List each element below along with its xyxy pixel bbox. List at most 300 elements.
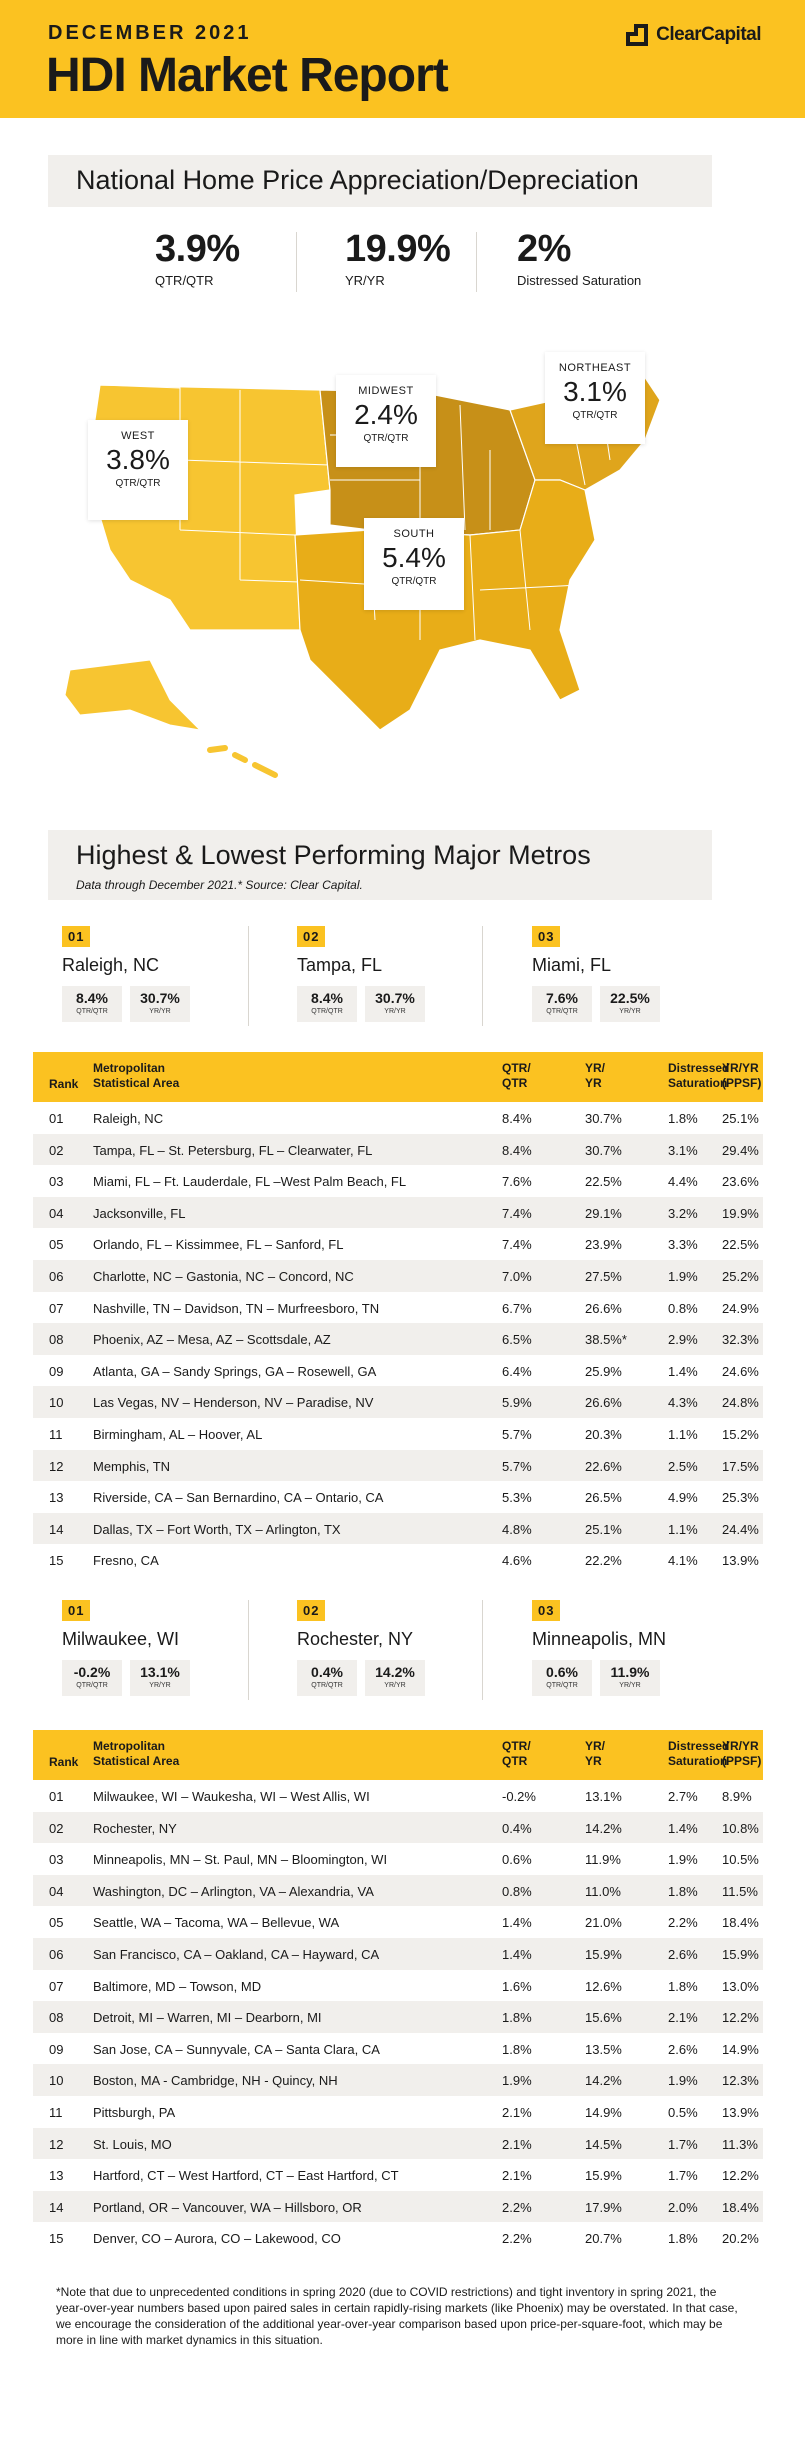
metro-name-cell: Minneapolis, MN – St. Paul, MN – Bloomington, WI [93, 1852, 388, 1868]
rank-cell: 06 [49, 1268, 64, 1284]
distressed-cell: 1.9% [668, 1268, 698, 1284]
metro-name-cell: Rochester, NY [93, 1820, 177, 1836]
ppsf-cell: 18.4% [722, 2199, 759, 2215]
ppsf-cell: 10.5% [722, 1852, 759, 1868]
rank-cell: 07 [49, 1300, 64, 1316]
metro-name-cell: Riverside, CA – San Bernardino, CA – Ontario, CA [93, 1490, 384, 1506]
header-qtr-line2: QTR [502, 1076, 528, 1090]
yr-cell: 14.9% [585, 2104, 622, 2120]
rank-cell: 10 [49, 1395, 64, 1411]
distressed-cell: 1.8% [668, 1111, 698, 1126]
rank-cell: 11 [49, 1426, 63, 1442]
distressed-cell: 4.4% [668, 1174, 698, 1190]
metro-name-cell: Denver, CO – Aurora, CO – Lakewood, CO [93, 2231, 341, 2247]
rank-cell: 11 [49, 2104, 63, 2120]
west-region-label: QTR/QTR [115, 478, 161, 489]
ppsf-cell: 13.0% [722, 1978, 759, 1994]
yr-stat: 22.5% YR/YR [600, 986, 660, 1022]
lowest-top3-card-1 [62, 1600, 292, 1710]
header-dist-line1: Distressed [668, 1061, 730, 1075]
yr-cell: 22.5% [585, 1174, 622, 1190]
header-yr-line1: YR/ [585, 1061, 606, 1075]
yr-cell: 14.5% [585, 2136, 622, 2152]
header-dist-line2: Saturation [668, 1754, 728, 1768]
card-divider [248, 1600, 249, 1700]
national-distressed-value: 2% [517, 228, 571, 270]
qtr-cell: -0.2% [502, 1789, 536, 1804]
ppsf-cell: 24.6% [722, 1363, 759, 1379]
northeast-callout [545, 352, 645, 444]
metro-name-cell: San Jose, CA – Sunnyvale, CA – Santa Clara, CA [93, 2041, 380, 2057]
yr-cell: 38.5%* [585, 1332, 627, 1348]
metro-name-cell: Fresno, CA [93, 1553, 159, 1569]
yr-cell: 20.7% [585, 2231, 622, 2247]
qtr-cell: 1.8% [502, 2041, 532, 2057]
distressed-cell: 1.9% [668, 1852, 698, 1868]
national-stat-qtr [155, 228, 240, 288]
distressed-cell: 1.1% [668, 1521, 698, 1537]
distressed-cell: 2.0% [668, 2199, 698, 2215]
rank-cell: 13 [49, 1490, 64, 1506]
table-row [33, 1102, 763, 1134]
national-section-title: National Home Price Appreciation/Depreciation [76, 165, 639, 195]
distressed-cell: 2.7% [668, 1789, 698, 1804]
yr-cell: 25.9% [585, 1363, 622, 1379]
rank-cell: 10 [49, 2073, 64, 2089]
report-date: DECEMBER 2021 [48, 22, 252, 44]
yr-cell: 20.3% [585, 1426, 622, 1442]
metro-name-cell: Orlando, FL – Kissimmee, FL – Sanford, FL [93, 1237, 344, 1253]
rank-badge: 02 [297, 926, 325, 947]
lowest-top3-card-2 [297, 1600, 527, 1710]
qtr-cell: 8.4% [502, 1111, 532, 1126]
metro-name-cell: Pittsburgh, PA [93, 2104, 176, 2120]
northeast-region-value: 3.1% [563, 376, 627, 407]
rank-cell: 08 [49, 1332, 64, 1348]
table-row [33, 1906, 763, 1938]
rank-badge: 03 [532, 1600, 560, 1621]
ppsf-cell: 12.2% [722, 2010, 759, 2026]
highest-table-body [33, 1102, 763, 1576]
rank-cell: 09 [49, 2041, 64, 2057]
table-row [33, 1875, 763, 1907]
card-divider [482, 1600, 483, 1700]
qtr-cell: 7.6% [502, 1174, 532, 1190]
qtr-cell: 1.8% [502, 2010, 532, 2026]
header-qtr-line2: QTR [502, 1754, 528, 1768]
metro-name-cell: Charlotte, NC – Gastonia, NC – Concord, NC [93, 1268, 354, 1284]
stat-divider [476, 232, 477, 292]
highest-top3-card-1 [62, 926, 292, 1036]
table-row [33, 1134, 763, 1166]
metro-name: Rochester, NY [297, 1629, 414, 1649]
qtr-cell: 5.9% [502, 1395, 532, 1411]
yr-cell: 26.5% [585, 1490, 622, 1506]
metro-name-cell: Raleigh, NC [93, 1111, 164, 1126]
qtr-cell: 7.4% [502, 1205, 532, 1221]
ppsf-cell: 12.3% [722, 2073, 759, 2089]
ppsf-cell: 17.5% [722, 1458, 759, 1474]
rank-cell: 04 [49, 1883, 64, 1899]
qtr-cell: 1.4% [502, 1946, 532, 1962]
qtr-cell: 1.9% [502, 2073, 532, 2089]
metro-name-cell: Portland, OR – Vancouver, WA – Hillsboro, OR [93, 2199, 362, 2215]
yr-cell: 14.2% [585, 2073, 622, 2089]
qtr-stat: 8.4% QTR/QTR [297, 986, 357, 1022]
yr-cell: 22.6% [585, 1458, 622, 1474]
qtr-stat: 0.4% QTR/QTR [297, 1660, 357, 1696]
yr-stat: 13.1% YR/YR [130, 1660, 190, 1696]
table-row [33, 2033, 763, 2065]
table-row [33, 2096, 763, 2128]
qtr-cell: 4.6% [502, 1553, 532, 1569]
table-row [33, 2222, 763, 2254]
table-row [33, 1228, 763, 1260]
ppsf-cell: 15.9% [722, 1946, 759, 1962]
table-row [33, 2001, 763, 2033]
rank-cell: 01 [49, 1789, 64, 1804]
metro-name-cell: Boston, MA - Cambridge, NH - Quincy, NH [93, 2073, 338, 2089]
qtr-cell: 5.7% [502, 1426, 532, 1442]
distressed-cell: 1.4% [668, 1820, 698, 1836]
qtr-cell: 0.4% [502, 1820, 532, 1836]
logo-text: ClearCapital [656, 24, 761, 45]
distressed-cell: 3.2% [668, 1205, 698, 1221]
header-ppsf-line2: (PPSF) [722, 1076, 762, 1090]
rank-cell: 02 [49, 1142, 64, 1158]
rank-cell: 15 [49, 2231, 64, 2247]
table-row [33, 1544, 763, 1576]
distressed-cell: 3.3% [668, 1237, 698, 1253]
ppsf-cell: 14.9% [722, 2041, 759, 2057]
metro-name-cell: Miami, FL – Ft. Lauderdale, FL –West Palm Beach, FL [93, 1174, 407, 1190]
rank-cell: 08 [49, 2010, 64, 2026]
metro-name: Miami, FL [532, 955, 612, 975]
ppsf-cell: 19.9% [722, 1205, 759, 1221]
table-row [33, 1843, 763, 1875]
distressed-cell: 2.9% [668, 1332, 698, 1348]
header-rank: Rank [49, 1077, 79, 1091]
yr-cell: 15.9% [585, 1946, 622, 1962]
yr-cell: 21.0% [585, 1915, 622, 1931]
ppsf-cell: 25.2% [722, 1268, 759, 1284]
national-stat-distressed [517, 228, 641, 288]
lowest-metros-table [33, 1730, 763, 2254]
qtr-cell: 1.4% [502, 1915, 532, 1931]
ppsf-cell: 25.3% [722, 1490, 759, 1506]
yr-cell: 26.6% [585, 1395, 622, 1411]
metros-section-band [48, 830, 712, 900]
header-dist-line1: Distressed [668, 1739, 730, 1753]
ppsf-cell: 22.5% [722, 1237, 759, 1253]
ppsf-cell: 8.9% [722, 1789, 752, 1804]
ppsf-cell: 29.4% [722, 1142, 759, 1158]
ppsf-cell: 24.9% [722, 1300, 759, 1316]
national-qtr-label: QTR/QTR [155, 273, 214, 288]
metro-name-cell: Baltimore, MD – Towson, MD [93, 1978, 262, 1994]
ppsf-cell: 11.3% [722, 2136, 758, 2152]
south-region-label: QTR/QTR [391, 576, 437, 587]
yr-cell: 13.1% [585, 1789, 622, 1804]
rank-cell: 09 [49, 1363, 64, 1379]
rank-cell: 15 [49, 1553, 64, 1569]
header-name-line1: Metropolitan [93, 1061, 165, 1075]
header-rank: Rank [49, 1755, 79, 1769]
header-ppsf-line1: YR/YR [722, 1739, 759, 1753]
distressed-cell: 1.8% [668, 1978, 698, 1994]
distressed-cell: 2.5% [668, 1458, 698, 1474]
header-yr-line2: YR [585, 1754, 602, 1768]
ppsf-cell: 32.3% [722, 1332, 759, 1348]
distressed-cell: 1.7% [668, 2136, 698, 2152]
yr-cell: 11.0% [585, 1883, 621, 1899]
metro-name-cell: Atlanta, GA – Sandy Springs, GA – Rosewell, GA [93, 1363, 377, 1379]
header-qtr-line1: QTR/ [502, 1061, 531, 1075]
table-row [33, 1780, 763, 1812]
yr-cell: 27.5% [585, 1268, 622, 1284]
ppsf-cell: 25.1% [722, 1111, 759, 1126]
table-row [33, 1355, 763, 1387]
ppsf-cell: 24.8% [722, 1395, 759, 1411]
midwest-region-name: MIDWEST [358, 385, 414, 397]
qtr-stat: 0.6% QTR/QTR [532, 1660, 592, 1696]
metro-name-cell: Milwaukee, WI – Waukesha, WI – West Allis, WI [93, 1789, 370, 1804]
rank-cell: 07 [49, 1978, 64, 1994]
table-row [33, 2064, 763, 2096]
yr-cell: 11.9% [585, 1852, 621, 1868]
yr-cell: 22.2% [585, 1553, 622, 1569]
qtr-cell: 2.1% [502, 2136, 532, 2152]
qtr-stat: -0.2% QTR/QTR [62, 1660, 122, 1696]
distressed-cell: 4.9% [668, 1490, 698, 1506]
header-yr-line2: YR [585, 1076, 602, 1090]
midwest-region-label: QTR/QTR [363, 433, 409, 444]
rank-badge: 02 [297, 1600, 325, 1621]
table-row [33, 2159, 763, 2191]
ppsf-cell: 13.9% [722, 1553, 759, 1569]
metro-name-cell: Dallas, TX – Fort Worth, TX – Arlington, TX [93, 1521, 341, 1537]
west-region-value: 3.8% [106, 444, 170, 475]
qtr-cell: 8.4% [502, 1142, 532, 1158]
distressed-cell: 1.1% [668, 1426, 698, 1442]
header-yr-line1: YR/ [585, 1739, 606, 1753]
distressed-cell: 1.8% [668, 1883, 698, 1899]
card-divider [248, 926, 249, 1026]
metro-name-cell: San Francisco, CA – Oakland, CA – Hayward, CA [93, 1946, 380, 1962]
distressed-cell: 1.7% [668, 2168, 698, 2184]
yr-cell: 30.7% [585, 1111, 622, 1126]
distressed-cell: 2.6% [668, 1946, 698, 1962]
yr-stat: 11.9% YR/YR [600, 1660, 660, 1696]
metro-name: Tampa, FL [297, 955, 383, 975]
qtr-stat: 8.4% QTR/QTR [62, 986, 122, 1022]
table-row [33, 1165, 763, 1197]
rank-cell: 13 [49, 2168, 64, 2184]
table-row [33, 2128, 763, 2160]
table-row [33, 1938, 763, 1970]
metro-name-cell: Detroit, MI – Warren, MI – Dearborn, MI [93, 2010, 322, 2026]
highest-metros-table [33, 1052, 763, 1576]
metro-name-cell: Tampa, FL – St. Petersburg, FL – Clearwater, FL [93, 1142, 373, 1158]
distressed-cell: 4.3% [668, 1395, 698, 1411]
qtr-cell: 6.7% [502, 1300, 532, 1316]
header-qtr-line1: QTR/ [502, 1739, 531, 1753]
northeast-region-name: NORTHEAST [558, 362, 632, 374]
south-region-value: 5.4% [382, 542, 446, 573]
distressed-cell: 0.5% [668, 2104, 698, 2120]
header-ppsf-line2: (PPSF) [722, 1754, 762, 1768]
rank-cell: 12 [49, 2136, 64, 2152]
clear-capital-logo[interactable] [624, 22, 761, 48]
distressed-cell: 1.8% [668, 2231, 698, 2247]
metro-name-cell: Hartford, CT – West Hartford, CT – East Hartford, CT [93, 2168, 399, 2184]
rank-badge: 03 [532, 926, 560, 947]
table-row [33, 1386, 763, 1418]
distressed-cell: 0.8% [668, 1300, 698, 1316]
alaska-shape [65, 660, 200, 730]
highest-top3-card-3 [532, 926, 762, 1036]
metro-name-cell: Washington, DC – Arlington, VA – Alexandria, VA [93, 1883, 374, 1899]
table-row [33, 1450, 763, 1482]
qtr-stat: 7.6% QTR/QTR [532, 986, 592, 1022]
table-row [33, 1418, 763, 1450]
hawaii-shape [210, 748, 275, 775]
rank-cell: 14 [49, 2199, 64, 2215]
midwest-region-value: 2.4% [354, 399, 418, 430]
rank-cell: 03 [49, 1852, 64, 1868]
ppsf-cell: 10.8% [722, 1820, 759, 1836]
yr-cell: 29.1% [585, 1205, 622, 1221]
qtr-cell: 5.3% [502, 1490, 532, 1506]
table-header [33, 1730, 763, 1780]
table-row [33, 1513, 763, 1545]
south-region-name: SOUTH [393, 528, 435, 540]
qtr-cell: 2.2% [502, 2199, 532, 2215]
table-row [33, 1812, 763, 1844]
lowest-top3-card-3 [532, 1600, 762, 1710]
ppsf-cell: 15.2% [722, 1426, 759, 1442]
ppsf-cell: 11.5% [722, 1883, 758, 1899]
national-yr-value: 19.9% [345, 228, 451, 270]
ppsf-cell: 24.4% [722, 1521, 759, 1537]
distressed-cell: 2.6% [668, 2041, 698, 2057]
card-divider [482, 926, 483, 1026]
yr-cell: 30.7% [585, 1142, 622, 1158]
metros-subtitle: Data through December 2021.* Source: Clear Capital. [76, 878, 363, 892]
header-dist-line2: Saturation [668, 1076, 728, 1090]
qtr-cell: 4.8% [502, 1521, 532, 1537]
ppsf-cell: 18.4% [722, 1915, 759, 1931]
table-header [33, 1052, 763, 1102]
table-row [33, 2191, 763, 2223]
metro-name-cell: St. Louis, MO [93, 2136, 172, 2152]
distressed-cell: 2.1% [668, 2010, 698, 2026]
yr-cell: 23.9% [585, 1237, 622, 1253]
yr-cell: 14.2% [585, 1820, 622, 1836]
distressed-cell: 4.1% [668, 1553, 698, 1569]
rank-badge: 01 [62, 1600, 90, 1621]
yr-stat: 30.7% YR/YR [130, 986, 190, 1022]
table-row [33, 1323, 763, 1355]
yr-cell: 13.5% [585, 2041, 622, 2057]
yr-stat: 30.7% YR/YR [365, 986, 425, 1022]
table-row [33, 1292, 763, 1324]
lowest-table-body [33, 1780, 763, 2254]
qtr-cell: 2.2% [502, 2231, 532, 2247]
distressed-cell: 1.9% [668, 2073, 698, 2089]
national-stat-yr [345, 228, 450, 288]
qtr-cell: 1.6% [502, 1978, 532, 1994]
metro-name-cell: Seattle, WA – Tacoma, WA – Bellevue, WA [93, 1915, 340, 1931]
header-name-line2: Statistical Area [93, 1076, 180, 1090]
south-callout [364, 518, 464, 610]
rank-cell: 04 [49, 1205, 64, 1221]
report-title: HDI Market Report [46, 49, 448, 102]
table-row [33, 1970, 763, 2002]
table-row [33, 1260, 763, 1292]
rank-cell: 06 [49, 1946, 64, 1962]
national-distressed-label: Distressed Saturation [517, 273, 642, 288]
metro-name-cell: Las Vegas, NV – Henderson, NV – Paradise, NV [93, 1395, 374, 1411]
header-banner [0, 0, 805, 118]
metro-name-cell: Memphis, TN [93, 1458, 171, 1474]
metro-name-cell: Birmingham, AL – Hoover, AL [93, 1426, 263, 1442]
qtr-cell: 7.4% [502, 1237, 532, 1253]
rank-cell: 02 [49, 1820, 64, 1836]
northeast-region-label: QTR/QTR [572, 410, 618, 421]
qtr-cell: 2.1% [502, 2168, 532, 2184]
metro-name: Raleigh, NC [62, 955, 160, 975]
west-callout [88, 420, 188, 520]
west-region-name: WEST [121, 430, 155, 442]
metro-name: Milwaukee, WI [62, 1629, 180, 1649]
yr-stat: 14.2% YR/YR [365, 1660, 425, 1696]
qtr-cell: 6.5% [502, 1332, 532, 1348]
stat-divider [296, 232, 297, 292]
yr-cell: 26.6% [585, 1300, 622, 1316]
metros-section-title: Highest & Lowest Performing Major Metros [76, 840, 591, 870]
yr-cell: 17.9% [585, 2199, 622, 2215]
qtr-cell: 6.4% [502, 1363, 532, 1379]
rank-cell: 14 [49, 1521, 64, 1537]
qtr-cell: 0.8% [502, 1883, 532, 1899]
rank-cell: 05 [49, 1237, 64, 1253]
qtr-cell: 7.0% [502, 1268, 532, 1284]
distressed-cell: 1.4% [668, 1363, 698, 1379]
yr-cell: 15.9% [585, 2168, 622, 2184]
distressed-cell: 3.1% [668, 1142, 698, 1158]
rank-badge: 01 [62, 926, 90, 947]
midwest-callout [336, 375, 436, 467]
ppsf-cell: 20.2% [722, 2231, 759, 2247]
national-qtr-value: 3.9% [155, 228, 240, 270]
qtr-cell: 0.6% [502, 1852, 532, 1868]
rank-cell: 01 [49, 1111, 64, 1126]
highest-top3-card-2 [297, 926, 527, 1036]
national-yr-label: YR/YR [345, 273, 385, 288]
metro-name-cell: Nashville, TN – Davidson, TN – Murfreesboro, TN [93, 1300, 380, 1316]
table-row [33, 1481, 763, 1513]
header-name-line1: Metropolitan [93, 1739, 165, 1753]
qtr-cell: 2.1% [502, 2104, 532, 2120]
qtr-cell: 5.7% [502, 1458, 532, 1474]
national-section-band [48, 155, 712, 207]
metro-name: Minneapolis, MN [532, 1629, 667, 1649]
distressed-cell: 2.2% [668, 1915, 698, 1931]
rank-cell: 12 [49, 1458, 64, 1474]
metro-name-cell: Jacksonville, FL [93, 1205, 186, 1221]
yr-cell: 25.1% [585, 1521, 622, 1537]
